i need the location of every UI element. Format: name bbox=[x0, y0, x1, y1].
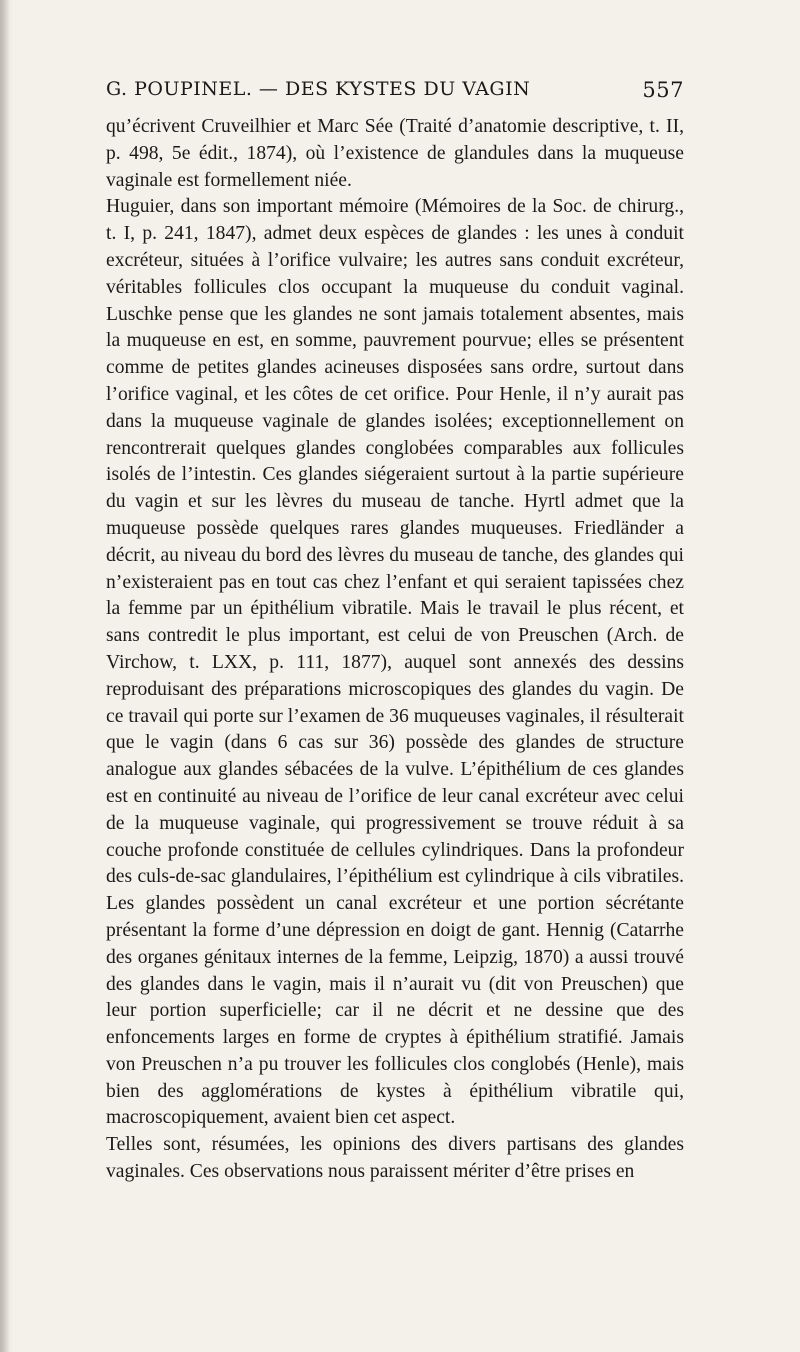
page-binding-shadow bbox=[0, 0, 10, 1352]
body-text bbox=[106, 114, 684, 1186]
running-header bbox=[106, 78, 684, 108]
paragraph-2: Huguier, dans son important mémoire (Mémoires de la Soc. de chirurg., t. I, p. 241, 1847), admet deux espèces de glandes : les unes à conduit excréteur, situées à l’orifice vulvaire; les autres sans conduit excréteur, véritables follicules clos occupant la muqueuse du conduit vaginal. Luschke pense que les glandes ne sont jamais totalement absentes, mais la muqueuse en est, en somme, pauvrement pourvue; elles se présentent comme de petites glandes acineuses disposées sans ordre, surtout dans l’orifice vaginal, et les côtes de cet orifice. Pour Henle, il n’y aurait pas dans la muqueuse vaginale de glandes isolées; exceptionnellement on rencontrerait quelques glandes conglobées comparables aux follicules isolés de l’intestin. Ces glandes siégeraient surtout à la partie supérieure du vagin et sur les lèvres du museau de tanche. Hyrtl admet que la muqueuse possède quelques rares glandes muqueuses. Friedländer a décrit, au niveau du bord des lèvres du museau de tanche, des glandes qui n’existeraient pas en tout cas chez l’enfant et qui seraient tapissées chez la femme par un épithélium vibratile. Mais le travail le plus récent, et sans contredit le plus important, est celui de von Preuschen (Arch. de Virchow, t. LXX, p. 111, 1877), auquel sont annexés des dessins reproduisant des préparations microscopiques des glandes du vagin. De ce travail qui porte sur l’examen de 36 muqueuses vaginales, il résulterait que le vagin (dans 6 cas sur 36) possède des glandes de structure analogue aux glandes sébacées de la vulve. L’épithélium de ces glandes est en continuité au niveau de l’orifice de leur canal excréteur avec celui de la muqueuse vaginale, qui progressivement se trouve réduit à sa couche profonde constituée de cellules cylindriques. Dans la profondeur des culs-de-sac glandulaires, l’épithélium est cylindrique à cils vibratiles. Les glandes possèdent un canal excréteur et une portion sécrétante présentant la forme d’une dépression en doigt de gant. Hennig (Catarrhe des organes génitaux internes de la femme, Leipzig, 1870) a aussi trouvé des glandes dans le vagin, mais il n’aurait vu (dit von Preuschen) que leur portion superficielle; car il ne décrit et ne dessine que des enfoncements larges en forme de cryptes à épithélium stratifié. Jamais von Preuschen n’a pu trouver les follicules clos conglobés (Henle), mais bien des agglomérations de kystes à épithélium vibratile qui, macroscopiquement, avaient bien cet aspect. bbox=[106, 196, 684, 1129]
running-title: G. POUPINEL. — DES KYSTES DU VAGIN bbox=[106, 78, 531, 100]
paragraph-1: qu’écrivent Cruveilhier et Marc Sée (Traité d’anatomie descriptive, t. II, p. 498, 5e édit., 1874), où l’existence de glandules dans la muqueuse vaginale est formellement niée. bbox=[106, 116, 684, 191]
page-number: 557 bbox=[642, 78, 684, 102]
paragraph-3: Telles sont, résumées, les opinions des divers partisans des glandes vaginales. Ces observations nous paraissent mériter d’être prises en bbox=[106, 1134, 684, 1183]
